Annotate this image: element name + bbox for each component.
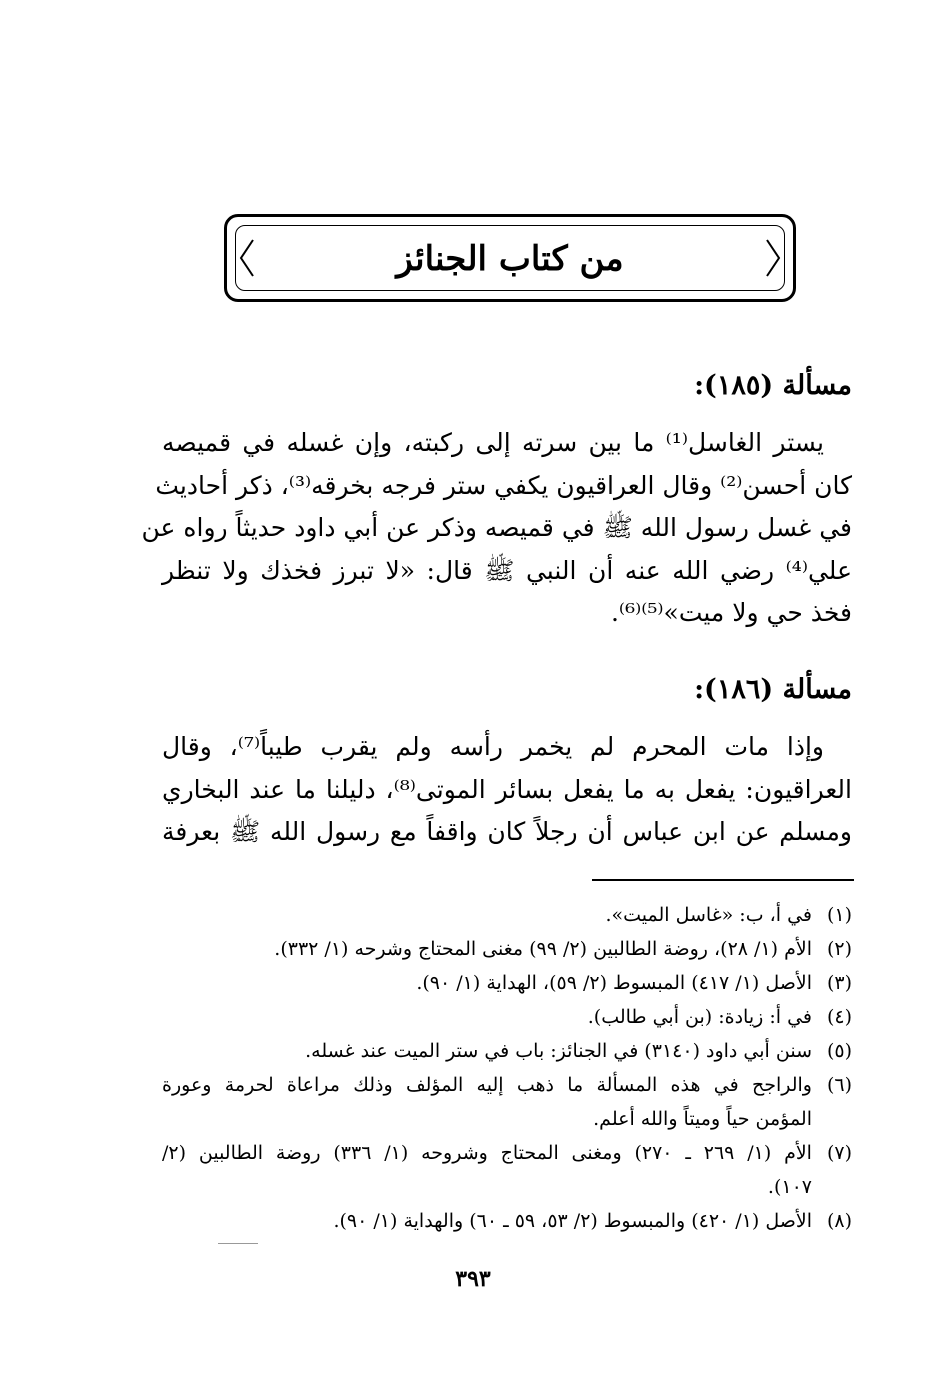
mas186-line: العراقيون: يفعل به ما يفعل بسائر الموتى⁽⁸⁾، دليلنا ما عند البخاري (162, 774, 852, 804)
mas185-line: فخذ حي ولا ميت»⁽⁵⁾⁽⁶⁾. (610, 598, 852, 627)
mas185-heading: مسألة (١٨٥): (694, 370, 852, 401)
footnote-line: الأم (١/ ٢٦٩ ـ ٢٧٠) ومغنى المحتاج وشروحه (١/ ٣٣٦) روضة الطالبين (٢/ (162, 1142, 812, 1164)
footnote (162, 1068, 852, 1136)
mas185-line: علي⁽⁴⁾ رضي الله عنه أن النبي ﷺ قال: «لا تبرز فخذك ولا تنظر (162, 555, 852, 585)
footnote-text (162, 1204, 812, 1238)
footnote-line: في أ: زيادة: (بن أبي طالب). (587, 1006, 812, 1028)
footnote-line: الأصل (١/ ٤٢٠) والمبسوط (٢/ ٥٣، ٥٩ ـ ٦٠) والهداية (١/ ٩٠). (333, 1210, 812, 1232)
footnote (162, 1000, 852, 1034)
footnote-line: المؤمن حياً وميتاً والله أعلم. (593, 1108, 812, 1130)
footnote-line: الأصل (١/ ٤١٧) المبسوط (٢/ ٥٩)، الهداية (١/ ٩٠). (416, 972, 812, 994)
footnote-text (162, 932, 812, 966)
footnote-separator (592, 879, 854, 881)
footnote-number: (٢) (826, 938, 852, 960)
footnote (162, 898, 852, 932)
mas185-paragraph (141, 422, 852, 635)
small-divider-mark (218, 1243, 258, 1244)
mas186-line: ومسلم عن ابن عباس أن رجلاً كان واقفاً مع رسول الله ﷺ بعرفة (162, 817, 852, 846)
footnote (162, 1034, 852, 1068)
footnote-text (162, 966, 812, 1000)
footnote-text (162, 898, 812, 932)
footnote-number: (٤) (826, 1006, 852, 1028)
mas186-line: وإذا مات المحرم لم يخمر رأسه ولم يقرب طيباً⁽⁷⁾، وقال (162, 732, 824, 761)
mas185-line: في غسل رسول الله ﷺ في قميصه وذكر عن أبي داود حديثاً رواه عن (141, 513, 852, 542)
footnote-number: (٨) (826, 1210, 852, 1232)
footnote-line: والراجح في هذه المسألة ما ذهب إليه المؤلف وذلك مراعاة لحرمة وعورة (162, 1074, 812, 1096)
footnote-line: سنن أبي داود (٣١٤٠) في الجنائز: باب في ستر الميت عند غسله. (305, 1040, 812, 1062)
mas185-line: كان أحسن⁽²⁾ وقال العراقيون يكفي ستر فرجه بخرقه⁽³⁾، ذكر أحاديث (155, 470, 852, 500)
footnote (162, 932, 852, 966)
footnote-number: (١) (826, 904, 852, 926)
footnote (162, 1204, 852, 1238)
footnote-text (162, 1034, 812, 1068)
footnote-number: (٦) (826, 1074, 852, 1096)
footnote (162, 1136, 852, 1204)
book-title: من كتاب الجنائز (396, 239, 624, 279)
footnote-text (162, 1000, 812, 1034)
footnotes (162, 898, 852, 1238)
page-number: ٣٩٣ (455, 1266, 491, 1292)
footnote-line: الأم (١/ ٢٨)، روضة الطالبين (٢/ ٩٩) مغنى المحتاج وشرحه (١/ ٣٣٢). (274, 938, 812, 960)
mas185-line: يستر الغاسل⁽¹⁾ ما بين سرته إلى ركبته، وإن غسله في قميصه (162, 428, 824, 457)
footnote-number: (٧) (826, 1142, 852, 1164)
footnote-text (162, 1136, 812, 1204)
book-title-frame (224, 214, 796, 302)
footnote (162, 966, 852, 1000)
footnote-line: ١٠٧). (767, 1176, 812, 1198)
mas186-heading: مسألة (١٨٦): (694, 674, 852, 705)
mas186-paragraph (162, 726, 852, 854)
footnote-text (162, 1068, 812, 1136)
footnote-line: في أ، ب: «غاسل الميت». (605, 904, 812, 926)
footnote-number: (٥) (826, 1040, 852, 1062)
footnote-number: (٣) (826, 972, 852, 994)
